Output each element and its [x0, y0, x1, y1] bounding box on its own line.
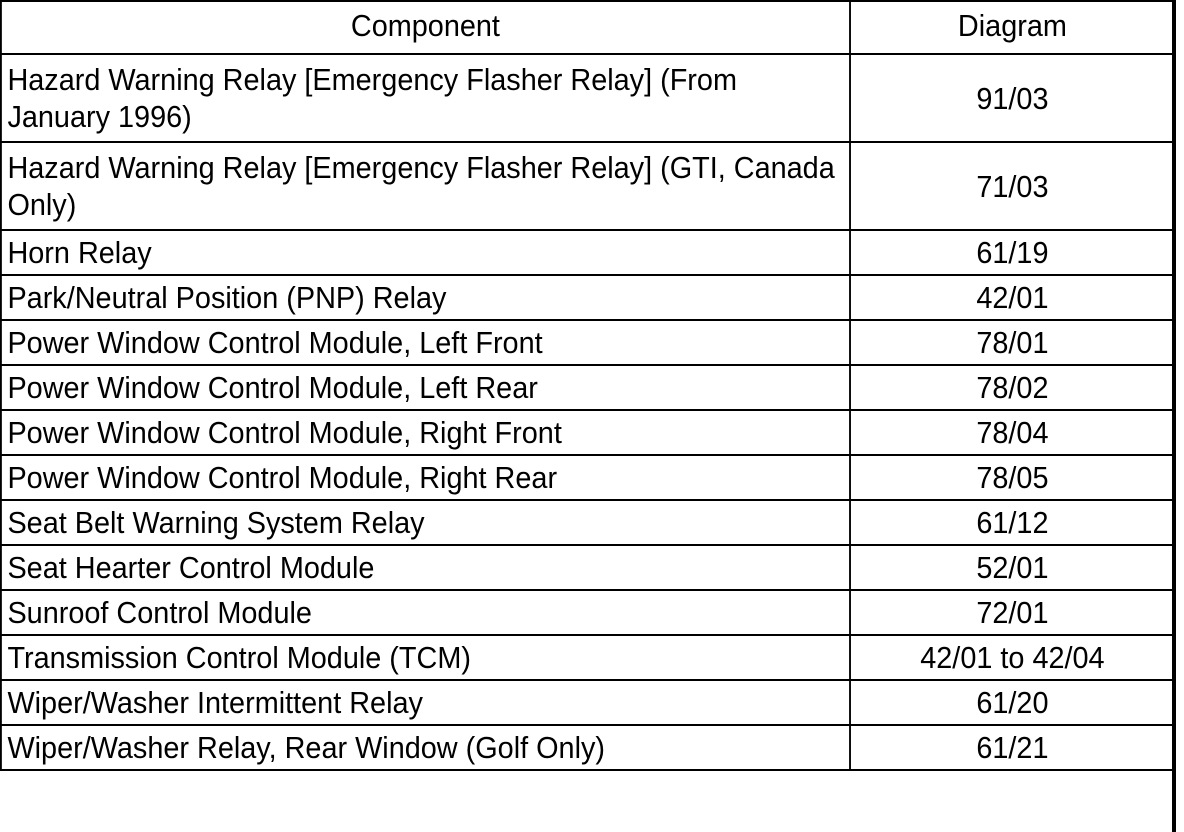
component-cell: Seat Belt Warning System Relay	[1, 500, 850, 545]
diagram-cell: 61/12	[850, 500, 1175, 545]
component-cell: Transmission Control Module (TCM)	[1, 635, 850, 680]
diagram-cell: 61/19	[850, 230, 1175, 275]
table-row	[1, 635, 1175, 680]
table-header-row	[1, 1, 1175, 54]
diagram-cell: 52/01	[850, 545, 1175, 590]
table-row	[1, 54, 1175, 142]
component-cell: Hazard Warning Relay [Emergency Flasher Relay] (From January 1996)	[1, 54, 850, 142]
diagram-cell: 42/01 to 42/04	[850, 635, 1175, 680]
component-cell: Horn Relay	[1, 230, 850, 275]
table-row	[1, 320, 1175, 365]
table-row	[1, 545, 1175, 590]
diagram-cell: 61/21	[850, 725, 1175, 770]
table-row	[1, 590, 1175, 635]
diagram-cell: 78/02	[850, 365, 1175, 410]
table-row	[1, 275, 1175, 320]
diagram-cell: 61/20	[850, 680, 1175, 725]
diagram-cell: 78/05	[850, 455, 1175, 500]
table-row	[1, 230, 1175, 275]
component-cell: Power Window Control Module, Right Rear	[1, 455, 850, 500]
diagram-cell: 78/01	[850, 320, 1175, 365]
diagram-cell: 42/01	[850, 275, 1175, 320]
component-cell: Hazard Warning Relay [Emergency Flasher Relay] (GTI, Canada Only)	[1, 142, 850, 230]
component-cell: Wiper/Washer Relay, Rear Window (Golf Only)	[1, 725, 850, 770]
table-row	[1, 680, 1175, 725]
table-row	[1, 500, 1175, 545]
table-body	[1, 54, 1175, 770]
diagram-cell: 78/04	[850, 410, 1175, 455]
component-cell: Power Window Control Module, Left Front	[1, 320, 850, 365]
table-row	[1, 142, 1175, 230]
diagram-cell: 71/03	[850, 142, 1175, 230]
component-cell: Power Window Control Module, Right Front	[1, 410, 850, 455]
table-row	[1, 725, 1175, 770]
table-row	[1, 455, 1175, 500]
component-cell: Park/Neutral Position (PNP) Relay	[1, 275, 850, 320]
column-header-component: Component	[1, 1, 850, 54]
component-cell: Sunroof Control Module	[1, 590, 850, 635]
diagram-cell: 72/01	[850, 590, 1175, 635]
component-cell: Wiper/Washer Intermittent Relay	[1, 680, 850, 725]
column-header-diagram: Diagram	[850, 1, 1175, 54]
component-cell: Power Window Control Module, Left Rear	[1, 365, 850, 410]
table-row	[1, 410, 1175, 455]
component-cell: Seat Hearter Control Module	[1, 545, 850, 590]
table-row	[1, 365, 1175, 410]
diagram-cell: 91/03	[850, 54, 1175, 142]
